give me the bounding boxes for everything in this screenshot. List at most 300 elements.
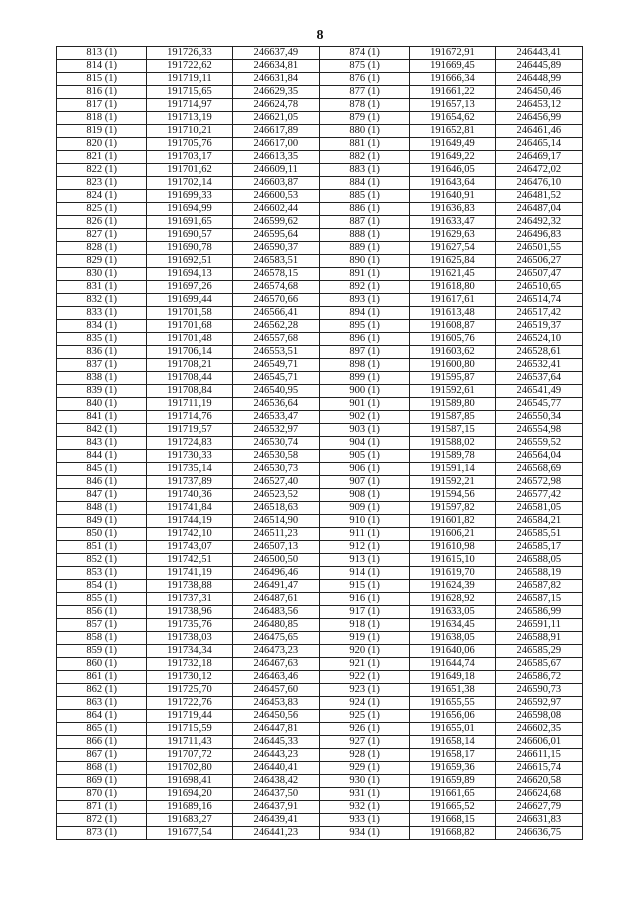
x-coordinate-cell: 191701,58: [147, 307, 232, 320]
y-coordinate-cell: 246448,99: [495, 73, 582, 86]
point-id-cell: 853 (1): [57, 567, 147, 580]
table-row: [57, 710, 583, 723]
x-coordinate-cell: 191735,76: [147, 619, 232, 632]
y-coordinate-cell: 246483,56: [232, 606, 319, 619]
y-coordinate-cell: 246511,23: [232, 528, 319, 541]
point-id-cell: 874 (1): [319, 47, 409, 60]
point-id-cell: 904 (1): [319, 437, 409, 450]
y-coordinate-cell: 246457,60: [232, 684, 319, 697]
point-id-cell: 880 (1): [319, 125, 409, 138]
x-coordinate-cell: 191658,17: [410, 749, 495, 762]
point-id-cell: 906 (1): [319, 463, 409, 476]
y-coordinate-cell: 246456,99: [495, 112, 582, 125]
x-coordinate-cell: 191619,70: [410, 567, 495, 580]
y-coordinate-cell: 246588,19: [495, 567, 582, 580]
table-row: [57, 86, 583, 99]
table-row: [57, 125, 583, 138]
point-id-cell: 877 (1): [319, 86, 409, 99]
point-id-cell: 890 (1): [319, 255, 409, 268]
x-coordinate-cell: 191737,89: [147, 476, 232, 489]
y-coordinate-cell: 246530,74: [232, 437, 319, 450]
x-coordinate-cell: 191606,21: [410, 528, 495, 541]
y-coordinate-cell: 246598,08: [495, 710, 582, 723]
point-id-cell: 903 (1): [319, 424, 409, 437]
table-row: [57, 385, 583, 398]
point-id-cell: 858 (1): [57, 632, 147, 645]
y-coordinate-cell: 246453,83: [232, 697, 319, 710]
x-coordinate-cell: 191708,21: [147, 359, 232, 372]
table-row: [57, 320, 583, 333]
table-row: [57, 411, 583, 424]
point-id-cell: 819 (1): [57, 125, 147, 138]
x-coordinate-cell: 191644,74: [410, 658, 495, 671]
point-id-cell: 899 (1): [319, 372, 409, 385]
y-coordinate-cell: 246545,71: [232, 372, 319, 385]
y-coordinate-cell: 246588,05: [495, 554, 582, 567]
x-coordinate-cell: 191592,21: [410, 476, 495, 489]
x-coordinate-cell: 191646,05: [410, 164, 495, 177]
table-row: [57, 775, 583, 788]
y-coordinate-cell: 246613,35: [232, 151, 319, 164]
table-row: [57, 502, 583, 515]
x-coordinate-cell: 191591,14: [410, 463, 495, 476]
table-row: [57, 749, 583, 762]
point-id-cell: 919 (1): [319, 632, 409, 645]
y-coordinate-cell: 246586,72: [495, 671, 582, 684]
x-coordinate-cell: 191697,26: [147, 281, 232, 294]
x-coordinate-cell: 191656,06: [410, 710, 495, 723]
point-id-cell: 836 (1): [57, 346, 147, 359]
y-coordinate-cell: 246549,71: [232, 359, 319, 372]
y-coordinate-cell: 246631,83: [495, 814, 582, 827]
x-coordinate-cell: 191615,10: [410, 554, 495, 567]
x-coordinate-cell: 191714,76: [147, 411, 232, 424]
page-number: 8: [316, 28, 324, 43]
y-coordinate-cell: 246620,58: [495, 775, 582, 788]
point-id-cell: 867 (1): [57, 749, 147, 762]
y-coordinate-cell: 246500,50: [232, 554, 319, 567]
y-coordinate-cell: 246475,65: [232, 632, 319, 645]
x-coordinate-cell: 191715,65: [147, 86, 232, 99]
x-coordinate-cell: 191699,44: [147, 294, 232, 307]
y-coordinate-cell: 246519,37: [495, 320, 582, 333]
x-coordinate-cell: 191694,13: [147, 268, 232, 281]
x-coordinate-cell: 191661,65: [410, 788, 495, 801]
point-id-cell: 843 (1): [57, 437, 147, 450]
x-coordinate-cell: 191738,03: [147, 632, 232, 645]
point-id-cell: 886 (1): [319, 203, 409, 216]
y-coordinate-cell: 246574,68: [232, 281, 319, 294]
x-coordinate-cell: 191683,27: [147, 814, 232, 827]
point-id-cell: 872 (1): [57, 814, 147, 827]
y-coordinate-cell: 246532,97: [232, 424, 319, 437]
table-row: [57, 658, 583, 671]
y-coordinate-cell: 246491,47: [232, 580, 319, 593]
y-coordinate-cell: 246617,00: [232, 138, 319, 151]
point-id-cell: 905 (1): [319, 450, 409, 463]
y-coordinate-cell: 246562,28: [232, 320, 319, 333]
point-id-cell: 866 (1): [57, 736, 147, 749]
y-coordinate-cell: 246480,85: [232, 619, 319, 632]
x-coordinate-cell: 191725,70: [147, 684, 232, 697]
point-id-cell: 854 (1): [57, 580, 147, 593]
point-id-cell: 825 (1): [57, 203, 147, 216]
y-coordinate-cell: 246590,73: [495, 684, 582, 697]
x-coordinate-cell: 191597,82: [410, 502, 495, 515]
table-row: [57, 229, 583, 242]
x-coordinate-cell: 191659,36: [410, 762, 495, 775]
point-id-cell: 831 (1): [57, 281, 147, 294]
table-row: [57, 632, 583, 645]
point-id-cell: 847 (1): [57, 489, 147, 502]
y-coordinate-cell: 246530,73: [232, 463, 319, 476]
x-coordinate-cell: 191618,80: [410, 281, 495, 294]
x-coordinate-cell: 191668,15: [410, 814, 495, 827]
point-id-cell: 851 (1): [57, 541, 147, 554]
table-row: [57, 476, 583, 489]
point-id-cell: 928 (1): [319, 749, 409, 762]
x-coordinate-cell: 191694,20: [147, 788, 232, 801]
x-coordinate-cell: 191713,19: [147, 112, 232, 125]
point-id-cell: 879 (1): [319, 112, 409, 125]
y-coordinate-cell: 246527,40: [232, 476, 319, 489]
y-coordinate-cell: 246443,23: [232, 749, 319, 762]
x-coordinate-cell: 191701,48: [147, 333, 232, 346]
point-id-cell: 927 (1): [319, 736, 409, 749]
y-coordinate-cell: 246634,81: [232, 60, 319, 73]
point-id-cell: 818 (1): [57, 112, 147, 125]
point-id-cell: 841 (1): [57, 411, 147, 424]
table-row: [57, 255, 583, 268]
table-row: [57, 216, 583, 229]
y-coordinate-cell: 246524,10: [495, 333, 582, 346]
y-coordinate-cell: 246540,95: [232, 385, 319, 398]
y-coordinate-cell: 246533,47: [232, 411, 319, 424]
x-coordinate-cell: 191706,14: [147, 346, 232, 359]
point-id-cell: 855 (1): [57, 593, 147, 606]
point-id-cell: 894 (1): [319, 307, 409, 320]
point-id-cell: 852 (1): [57, 554, 147, 567]
point-id-cell: 837 (1): [57, 359, 147, 372]
point-id-cell: 882 (1): [319, 151, 409, 164]
point-id-cell: 850 (1): [57, 528, 147, 541]
table-row: [57, 398, 583, 411]
point-id-cell: 870 (1): [57, 788, 147, 801]
y-coordinate-cell: 246590,37: [232, 242, 319, 255]
coordinates-table: [56, 46, 583, 840]
point-id-cell: 891 (1): [319, 268, 409, 281]
point-id-cell: 861 (1): [57, 671, 147, 684]
y-coordinate-cell: 246536,64: [232, 398, 319, 411]
y-coordinate-cell: 246621,05: [232, 112, 319, 125]
x-coordinate-cell: 191625,84: [410, 255, 495, 268]
point-id-cell: 878 (1): [319, 99, 409, 112]
point-id-cell: 885 (1): [319, 190, 409, 203]
x-coordinate-cell: 191743,07: [147, 541, 232, 554]
table-row: [57, 47, 583, 60]
x-coordinate-cell: 191734,34: [147, 645, 232, 658]
y-coordinate-cell: 246602,35: [495, 723, 582, 736]
y-coordinate-cell: 246510,65: [495, 281, 582, 294]
y-coordinate-cell: 246585,67: [495, 658, 582, 671]
point-id-cell: 864 (1): [57, 710, 147, 723]
table-row: [57, 671, 583, 684]
y-coordinate-cell: 246453,12: [495, 99, 582, 112]
x-coordinate-cell: 191588,02: [410, 437, 495, 450]
x-coordinate-cell: 191690,78: [147, 242, 232, 255]
point-id-cell: 910 (1): [319, 515, 409, 528]
point-id-cell: 888 (1): [319, 229, 409, 242]
point-id-cell: 896 (1): [319, 333, 409, 346]
y-coordinate-cell: 246450,46: [495, 86, 582, 99]
y-coordinate-cell: 246609,11: [232, 164, 319, 177]
y-coordinate-cell: 246514,90: [232, 515, 319, 528]
point-id-cell: 929 (1): [319, 762, 409, 775]
y-coordinate-cell: 246572,98: [495, 476, 582, 489]
point-id-cell: 816 (1): [57, 86, 147, 99]
point-id-cell: 845 (1): [57, 463, 147, 476]
x-coordinate-cell: 191698,41: [147, 775, 232, 788]
table-row: [57, 190, 583, 203]
point-id-cell: 887 (1): [319, 216, 409, 229]
y-coordinate-cell: 246600,53: [232, 190, 319, 203]
point-id-cell: 912 (1): [319, 541, 409, 554]
x-coordinate-cell: 191701,68: [147, 320, 232, 333]
table-row: [57, 801, 583, 814]
table-row: [57, 151, 583, 164]
point-id-cell: 832 (1): [57, 294, 147, 307]
y-coordinate-cell: 246602,44: [232, 203, 319, 216]
table-row: [57, 307, 583, 320]
x-coordinate-cell: 191707,72: [147, 749, 232, 762]
table-row: [57, 372, 583, 385]
y-coordinate-cell: 246514,74: [495, 294, 582, 307]
table-row: [57, 736, 583, 749]
point-id-cell: 833 (1): [57, 307, 147, 320]
point-id-cell: 865 (1): [57, 723, 147, 736]
x-coordinate-cell: 191708,44: [147, 372, 232, 385]
point-id-cell: 817 (1): [57, 99, 147, 112]
point-id-cell: 883 (1): [319, 164, 409, 177]
y-coordinate-cell: 246615,74: [495, 762, 582, 775]
x-coordinate-cell: 191636,83: [410, 203, 495, 216]
table-row: [57, 60, 583, 73]
table-row: [57, 346, 583, 359]
x-coordinate-cell: 191715,59: [147, 723, 232, 736]
y-coordinate-cell: 246606,01: [495, 736, 582, 749]
y-coordinate-cell: 246450,56: [232, 710, 319, 723]
x-coordinate-cell: 191659,89: [410, 775, 495, 788]
y-coordinate-cell: 246472,02: [495, 164, 582, 177]
point-id-cell: 814 (1): [57, 60, 147, 73]
coordinates-table-body: [57, 47, 583, 840]
y-coordinate-cell: 246581,05: [495, 502, 582, 515]
table-row: [57, 242, 583, 255]
y-coordinate-cell: 246588,91: [495, 632, 582, 645]
point-id-cell: 840 (1): [57, 398, 147, 411]
y-coordinate-cell: 246603,87: [232, 177, 319, 190]
table-row: [57, 99, 583, 112]
point-id-cell: 868 (1): [57, 762, 147, 775]
point-id-cell: 931 (1): [319, 788, 409, 801]
y-coordinate-cell: 246554,98: [495, 424, 582, 437]
y-coordinate-cell: 246636,75: [495, 827, 582, 840]
y-coordinate-cell: 246545,77: [495, 398, 582, 411]
y-coordinate-cell: 246441,23: [232, 827, 319, 840]
x-coordinate-cell: 191741,84: [147, 502, 232, 515]
table-row: [57, 424, 583, 437]
y-coordinate-cell: 246463,46: [232, 671, 319, 684]
x-coordinate-cell: 191652,81: [410, 125, 495, 138]
x-coordinate-cell: 191672,91: [410, 47, 495, 60]
point-id-cell: 859 (1): [57, 645, 147, 658]
x-coordinate-cell: 191701,62: [147, 164, 232, 177]
x-coordinate-cell: 191587,15: [410, 424, 495, 437]
x-coordinate-cell: 191690,57: [147, 229, 232, 242]
y-coordinate-cell: 246599,62: [232, 216, 319, 229]
x-coordinate-cell: 191640,91: [410, 190, 495, 203]
x-coordinate-cell: 191603,62: [410, 346, 495, 359]
x-coordinate-cell: 191628,92: [410, 593, 495, 606]
y-coordinate-cell: 246496,46: [232, 567, 319, 580]
y-coordinate-cell: 246564,04: [495, 450, 582, 463]
point-id-cell: 908 (1): [319, 489, 409, 502]
x-coordinate-cell: 191702,14: [147, 177, 232, 190]
table-row: [57, 359, 583, 372]
point-id-cell: 838 (1): [57, 372, 147, 385]
point-id-cell: 823 (1): [57, 177, 147, 190]
table-row: [57, 203, 583, 216]
table-row: [57, 177, 583, 190]
point-id-cell: 895 (1): [319, 320, 409, 333]
x-coordinate-cell: 191658,14: [410, 736, 495, 749]
point-id-cell: 830 (1): [57, 268, 147, 281]
x-coordinate-cell: 191665,52: [410, 801, 495, 814]
x-coordinate-cell: 191587,85: [410, 411, 495, 424]
table-row: [57, 268, 583, 281]
y-coordinate-cell: 246595,64: [232, 229, 319, 242]
point-id-cell: 913 (1): [319, 554, 409, 567]
y-coordinate-cell: 246586,99: [495, 606, 582, 619]
point-id-cell: 934 (1): [319, 827, 409, 840]
y-coordinate-cell: 246461,46: [495, 125, 582, 138]
y-coordinate-cell: 246469,17: [495, 151, 582, 164]
x-coordinate-cell: 191643,64: [410, 177, 495, 190]
table-row: [57, 580, 583, 593]
x-coordinate-cell: 191692,51: [147, 255, 232, 268]
y-coordinate-cell: 246637,49: [232, 47, 319, 60]
table-row: [57, 606, 583, 619]
y-coordinate-cell: 246447,81: [232, 723, 319, 736]
table-row: [57, 463, 583, 476]
point-id-cell: 897 (1): [319, 346, 409, 359]
y-coordinate-cell: 246566,41: [232, 307, 319, 320]
x-coordinate-cell: 191708,84: [147, 385, 232, 398]
x-coordinate-cell: 191738,88: [147, 580, 232, 593]
x-coordinate-cell: 191669,45: [410, 60, 495, 73]
x-coordinate-cell: 191608,87: [410, 320, 495, 333]
table-row: [57, 112, 583, 125]
y-coordinate-cell: 246585,17: [495, 541, 582, 554]
point-id-cell: 829 (1): [57, 255, 147, 268]
table-row: [57, 619, 583, 632]
point-id-cell: 849 (1): [57, 515, 147, 528]
y-coordinate-cell: 246437,91: [232, 801, 319, 814]
y-coordinate-cell: 246585,51: [495, 528, 582, 541]
table-row: [57, 827, 583, 840]
point-id-cell: 824 (1): [57, 190, 147, 203]
x-coordinate-cell: 191589,80: [410, 398, 495, 411]
x-coordinate-cell: 191724,83: [147, 437, 232, 450]
point-id-cell: 884 (1): [319, 177, 409, 190]
point-id-cell: 875 (1): [319, 60, 409, 73]
x-coordinate-cell: 191719,11: [147, 73, 232, 86]
y-coordinate-cell: 246532,41: [495, 359, 582, 372]
point-id-cell: 920 (1): [319, 645, 409, 658]
table-row: [57, 281, 583, 294]
point-id-cell: 828 (1): [57, 242, 147, 255]
point-id-cell: 925 (1): [319, 710, 409, 723]
x-coordinate-cell: 191699,33: [147, 190, 232, 203]
x-coordinate-cell: 191633,47: [410, 216, 495, 229]
table-row: [57, 489, 583, 502]
point-id-cell: 924 (1): [319, 697, 409, 710]
y-coordinate-cell: 246568,69: [495, 463, 582, 476]
point-id-cell: 821 (1): [57, 151, 147, 164]
point-id-cell: 902 (1): [319, 411, 409, 424]
x-coordinate-cell: 191624,39: [410, 580, 495, 593]
x-coordinate-cell: 191649,49: [410, 138, 495, 151]
x-coordinate-cell: 191677,54: [147, 827, 232, 840]
y-coordinate-cell: 246624,78: [232, 99, 319, 112]
x-coordinate-cell: 191711,43: [147, 736, 232, 749]
point-id-cell: 826 (1): [57, 216, 147, 229]
point-id-cell: 876 (1): [319, 73, 409, 86]
y-coordinate-cell: 246587,82: [495, 580, 582, 593]
y-coordinate-cell: 246465,14: [495, 138, 582, 151]
y-coordinate-cell: 246541,49: [495, 385, 582, 398]
y-coordinate-cell: 246585,29: [495, 645, 582, 658]
x-coordinate-cell: 191730,33: [147, 450, 232, 463]
y-coordinate-cell: 246467,63: [232, 658, 319, 671]
y-coordinate-cell: 246481,52: [495, 190, 582, 203]
table-row: [57, 333, 583, 346]
y-coordinate-cell: 246627,79: [495, 801, 582, 814]
point-id-cell: 827 (1): [57, 229, 147, 242]
y-coordinate-cell: 246557,68: [232, 333, 319, 346]
table-row: [57, 73, 583, 86]
point-id-cell: 813 (1): [57, 47, 147, 60]
point-id-cell: 892 (1): [319, 281, 409, 294]
point-id-cell: 922 (1): [319, 671, 409, 684]
point-id-cell: 835 (1): [57, 333, 147, 346]
x-coordinate-cell: 191689,16: [147, 801, 232, 814]
y-coordinate-cell: 246445,89: [495, 60, 582, 73]
table-row: [57, 567, 583, 580]
x-coordinate-cell: 191737,31: [147, 593, 232, 606]
table-row: [57, 528, 583, 541]
y-coordinate-cell: 246553,51: [232, 346, 319, 359]
point-id-cell: 893 (1): [319, 294, 409, 307]
y-coordinate-cell: 246473,23: [232, 645, 319, 658]
x-coordinate-cell: 191649,18: [410, 671, 495, 684]
x-coordinate-cell: 191600,80: [410, 359, 495, 372]
point-id-cell: 820 (1): [57, 138, 147, 151]
table-row: [57, 697, 583, 710]
x-coordinate-cell: 191702,80: [147, 762, 232, 775]
y-coordinate-cell: 246487,61: [232, 593, 319, 606]
point-id-cell: 901 (1): [319, 398, 409, 411]
